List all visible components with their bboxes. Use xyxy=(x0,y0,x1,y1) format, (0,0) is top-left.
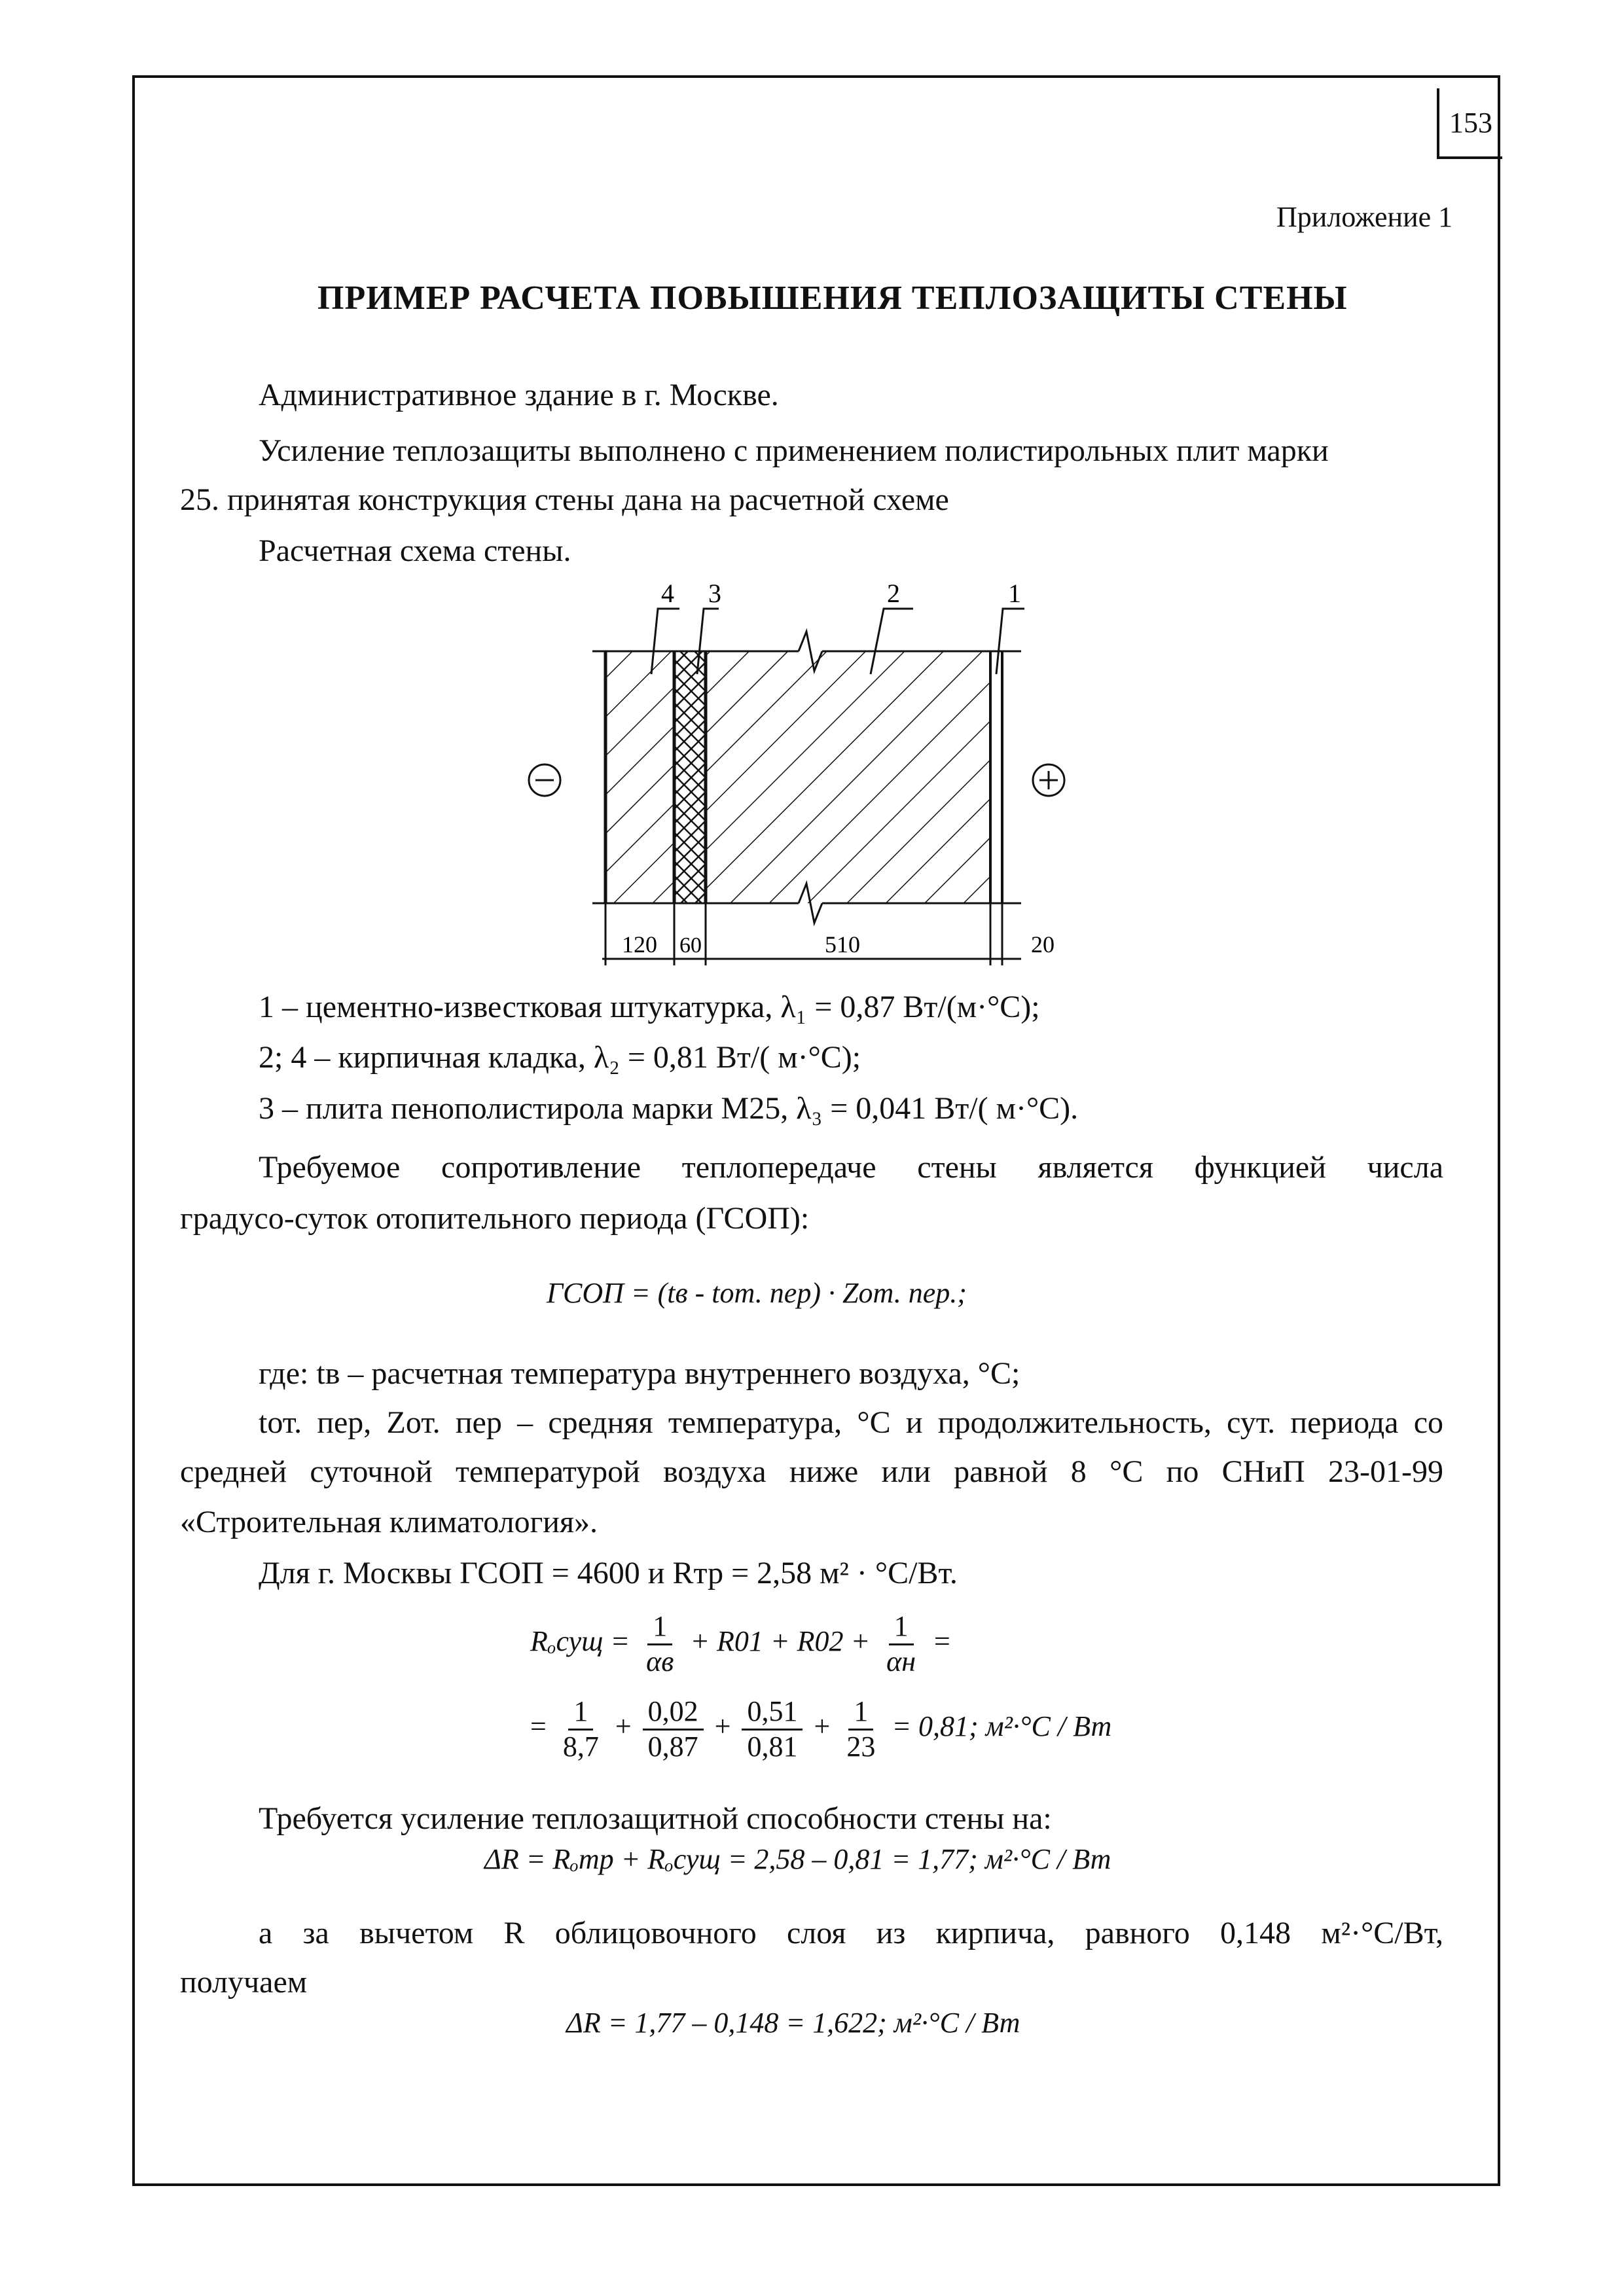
requirement-line-2: градусо-суток отопительного периода (ГСОП): xyxy=(180,1201,810,1236)
frac-1-den: αв xyxy=(646,1645,674,1677)
dim-20: 20 xyxy=(1031,931,1055,958)
dim-120: 120 xyxy=(622,931,657,958)
formula-r-result: = 0,81; м²·°C / Вт xyxy=(892,1710,1112,1743)
page-number: 153 xyxy=(1437,88,1502,159)
formula-r-end: = xyxy=(932,1625,952,1658)
paragraph-2-line-1: Усиление теплозащиты выполнено с применением полистирольных плит марки xyxy=(259,433,1329,468)
label-1: 1 xyxy=(1008,579,1021,608)
layer-4-brick xyxy=(605,651,674,903)
required-increase: Требуется усиление теплозащитной способности стены на: xyxy=(259,1801,1052,1836)
formula-r-lhs: Rₒсущ = xyxy=(530,1625,630,1658)
frac-2-den: αн xyxy=(886,1645,916,1677)
paragraph-1: Административное здание в г. Москве. xyxy=(259,378,779,412)
legend-line-3: 3 – плита пенополистирола марки М25, λ₃ = 0,041 Вт/( м·°С). xyxy=(259,1091,1079,1126)
where-line-2: tот. пер, Zот. пер – средняя температура, °С и продолжительность, сут. периода со xyxy=(259,1405,1443,1440)
moscow-line: Для г. Москвы ГСОП = 4600 и Rтр = 2,58 м² · °С/Вт. xyxy=(259,1556,958,1590)
where-line-4: «Строительная климатология». xyxy=(180,1505,598,1539)
where-line-1: где: tв – расчетная температура внутреннего воздуха, °С; xyxy=(259,1356,1020,1391)
where-line-3: средней суточной температурой воздуха ниже или равной 8 °С по СНиП 23-01-99 xyxy=(180,1454,1443,1489)
label-3: 3 xyxy=(708,579,721,608)
formula-delta-r-2: ΔR = 1,77 – 0,148 = 1,622; м²·°C / Вт xyxy=(566,2007,1020,2039)
minus-text-line-2: получаем xyxy=(180,1965,308,2000)
frac-1-num: 1 xyxy=(647,1610,672,1645)
formula-r-mid: + R01 + R02 + xyxy=(690,1625,871,1658)
legend-line-1: 1 – цементно-известковая штукатурка, λ₁ = 0,87 Вт/(м·°С); xyxy=(259,990,1040,1024)
formula-r-sum xyxy=(530,1610,952,1678)
label-4: 4 xyxy=(661,579,674,608)
label-2: 2 xyxy=(887,579,900,608)
appendix-label: Приложение 1 xyxy=(1276,201,1453,233)
dim-60: 60 xyxy=(679,933,702,958)
paragraph-2-line-2: 25. принятая конструкция стены дана на расчетной схеме xyxy=(180,482,949,517)
formula-r-values: = $\frac{1}{8,7}$ + $\frac{0,02}{0,87}$ + $\frac{0,51}{0,81}$ + $\frac{1}{23}$ = 0,81; м²·°C / Вт xyxy=(530,1695,1112,1763)
formula-delta-r-1: ΔR = Rₒтр + Rₒсущ = 2,58 – 0,81 = 1,77; м²·°C / Вт xyxy=(484,1843,1111,1875)
legend-line-2: 2; 4 – кирпичная кладка, λ₂ = 0,81 Вт/( м·°С); xyxy=(259,1040,861,1075)
paragraph-3: Расчетная схема стены. xyxy=(259,533,571,568)
dim-510: 510 xyxy=(825,931,860,958)
requirement-line-1: Требуемое сопротивление теплопередаче стены является функцией числа xyxy=(259,1150,1443,1185)
wall-section-diagram xyxy=(0,0,1624,982)
minus-text-line-1: а за вычетом R облицовочного слоя из кирпича, равного 0,148 м²·°С/Вт, xyxy=(259,1916,1443,1950)
page-title: ПРИМЕР РАСЧЕТА ПОВЫШЕНИЯ ТЕПЛОЗАЩИТЫ СТЕНЫ xyxy=(317,279,1348,317)
formula-gsop: ГСОП = (tв - tот. пер) · Zот. пер.; xyxy=(547,1277,967,1309)
frac-2-num: 1 xyxy=(889,1610,914,1645)
layer-3-insulation xyxy=(674,651,706,903)
layer-1-plaster xyxy=(990,651,1002,903)
layer-2-brick xyxy=(706,651,990,903)
